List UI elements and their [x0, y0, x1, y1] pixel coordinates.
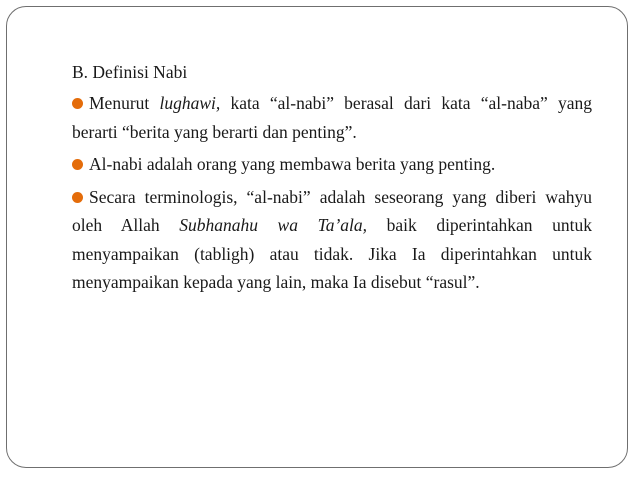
bullet-item-3 [72, 183, 592, 297]
section-heading: B. Definisi Nabi [72, 62, 188, 82]
bullet-dot-icon [72, 98, 83, 109]
bullet-item-1 [72, 89, 592, 146]
bullet-3-text-a: Secara terminologis, “al-nabi” adalah seseorang yang diberi wahyu oleh Allah [72, 186, 592, 235]
bullet-1-text-b: kata “al-nabi” berasal dari kata “al-naba” yang berarti “berita yang berarti dan penting”. [72, 93, 592, 142]
bullet-2-text: Al-nabi adalah orang yang membawa berita yang penting. [89, 154, 496, 174]
slide-content [72, 58, 592, 301]
bullet-3-text-b: baik diperintahkan untuk menyampaikan (tabligh) atau tidak. Jika Ia diperintahkan untuk menyampaikan kepada yang lain, maka Ia disebut “rasul”. [72, 215, 592, 292]
bullet-1-term-lughawi: lughawi, [159, 93, 221, 113]
bullet-item-2 [72, 150, 592, 179]
bullet-1-text-a: Menurut [89, 93, 160, 113]
bullet-dot-icon [72, 192, 83, 203]
bullet-3-term-subhanahu: Subhanahu wa Ta’ala, [179, 215, 368, 235]
bullet-dot-icon [72, 159, 83, 170]
